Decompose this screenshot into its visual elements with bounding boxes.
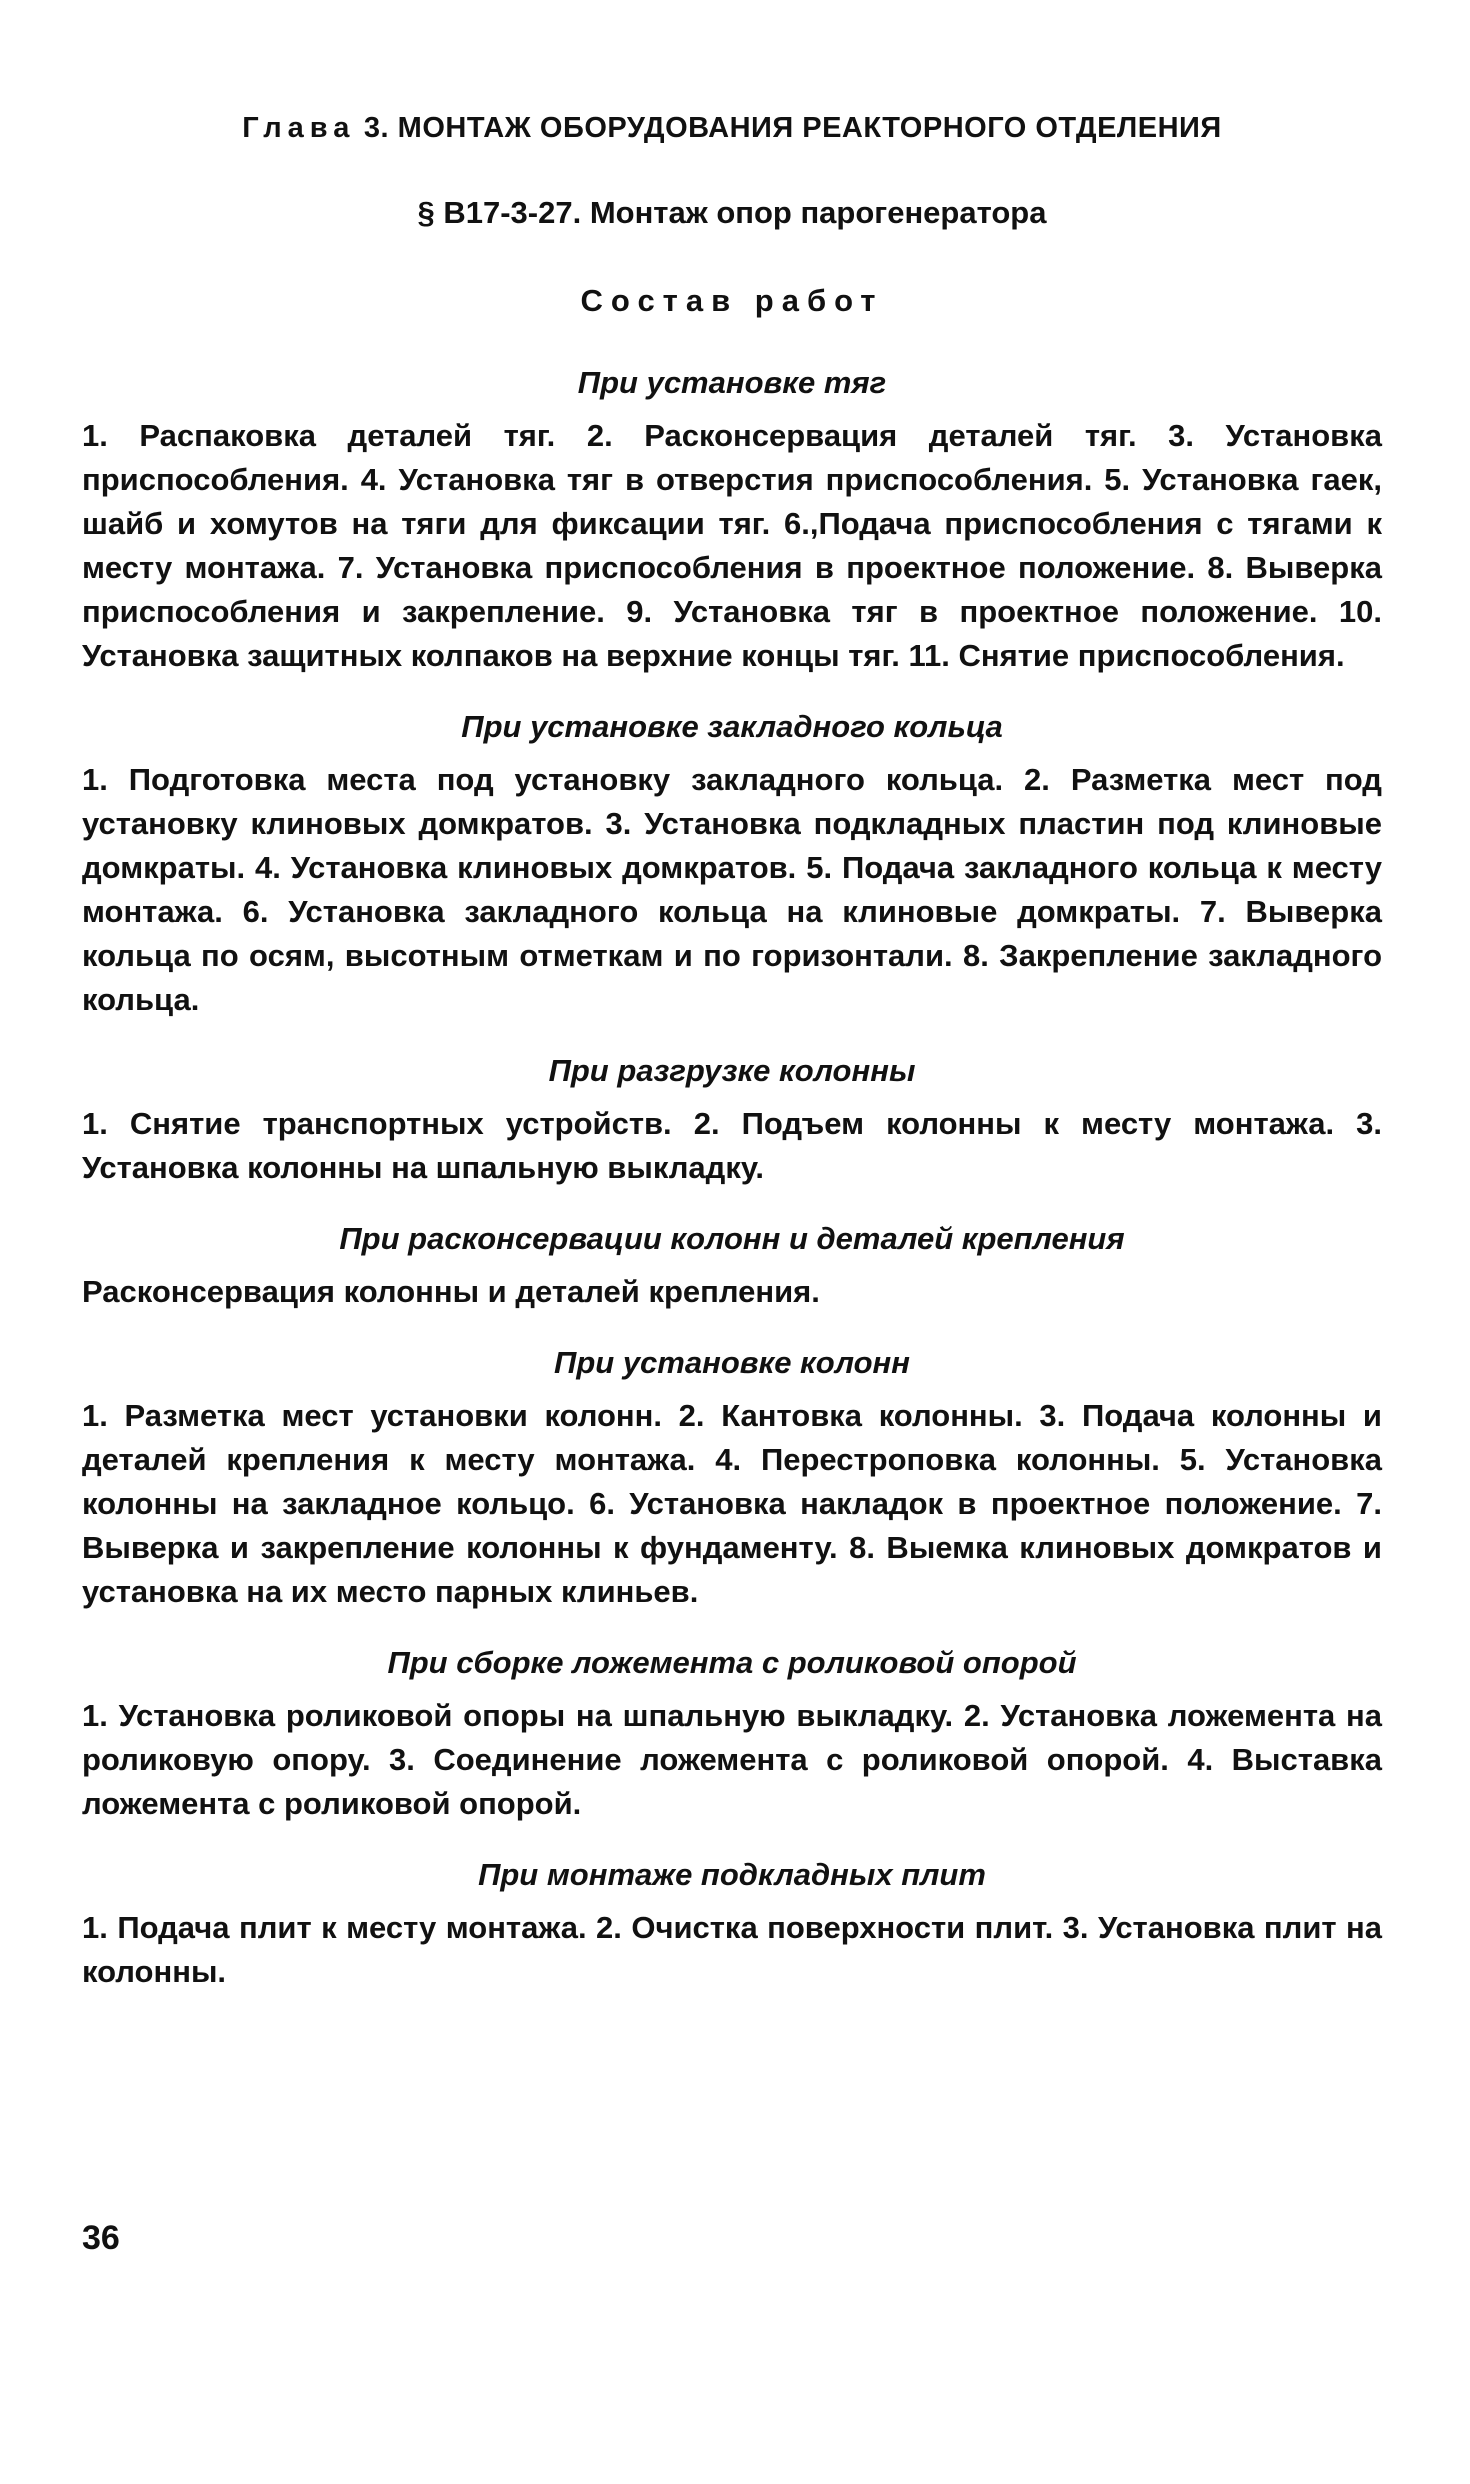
subsection-cradle-assembly bbox=[82, 1642, 1382, 1826]
subsection-heading: При установке колонн bbox=[554, 1345, 910, 1380]
subsection-column-unloading bbox=[82, 1050, 1382, 1190]
composition-title: Состав работ bbox=[580, 283, 884, 318]
subsection-base-plates bbox=[82, 1854, 1382, 1994]
chapter-name: 3. МОНТАЖ ОБОРУДОВАНИЯ РЕАКТОРНОГО ОТДЕЛЕНИЯ bbox=[363, 112, 1222, 144]
subsection-text: Расконсервация колонны и деталей крепления. bbox=[82, 1274, 820, 1309]
subsection-text: 1. Подача плит к месту монтажа. 2. Очистка поверхности плит. 3. Установка плит на колонны. bbox=[82, 1910, 1382, 1989]
subsection-heading: При установке тяг bbox=[577, 365, 887, 400]
subsection-heading: При разгрузке колонны bbox=[548, 1053, 916, 1088]
subsection-embedded-ring bbox=[82, 706, 1382, 1022]
subsection-depreservation bbox=[82, 1218, 1382, 1314]
subsection-heading: При монтаже подкладных плит bbox=[478, 1857, 986, 1892]
document-page bbox=[82, 108, 1382, 1994]
subsection-text: 1. Подготовка места под установку закладного кольца. 2. Разметка мест под установку клиновых домкратов. 3. Установка подкладных пластин под клиновые домкраты. 4. Установка клиновых домкратов. 5. Подача закладного кольца к месту монтажа. 6. Установка закладного кольца на клиновые домкраты. 7. Выверка кольца по осям, высотным отметкам и по горизонтали. 8. Закрепление закладного кольца. bbox=[82, 762, 1382, 1017]
chapter-label: Глава bbox=[242, 112, 356, 144]
subsection-text: 1. Установка роликовой опоры на шпальную выкладку. 2. Установка ложемента на роликовую опору. 3. Соединение ложемента с роликовой опорой. 4. Выставка ложемента с роликовой опорой. bbox=[82, 1698, 1382, 1821]
section-title: § В17-3-27. Монтаж опор парогенератора bbox=[417, 195, 1047, 230]
subsection-text: 1. Распаковка деталей тяг. 2. Расконсервация деталей тяг. 3. Установка приспособления. 4. Установка тяг в отверстия приспособления. 5. Установка гаек, шайб и хомутов на тяги для фиксации тяг. 6.,Подача приспособления с тягами к месту монтажа. 7. Установка приспособления в проектное положение. 8. Выверка приспособления и закрепление. 9. Установка тяг в проектное положение. 10. Установка защитных колпаков на верхние концы тяг. 11. Снятие приспособления. bbox=[82, 418, 1382, 673]
subsection-text: 1. Разметка мест установки колонн. 2. Кантовка колонны. 3. Подача колонны и деталей крепления к месту монтажа. 4. Перестроповка колонны. 5. Установка колонны на закладное кольцо. 6. Установка накладок в проектное положение. 7. Выверка и закрепление колонны к фундаменту. 8. Выемка клиновых домкратов и установка на их место парных клиньев. bbox=[82, 1398, 1382, 1609]
subsection-tie-rods bbox=[82, 362, 1382, 678]
page-number: 36 bbox=[82, 2219, 120, 2257]
subsection-heading: При сборке ложемента с роликовой опорой bbox=[387, 1645, 1077, 1680]
subsection-heading: При установке закладного кольца bbox=[461, 709, 1003, 744]
subsection-heading: При расконсервации колонн и деталей крепления bbox=[339, 1221, 1125, 1256]
chapter-title bbox=[82, 108, 1382, 148]
subsection-column-installation bbox=[82, 1342, 1382, 1614]
subsection-text: 1. Снятие транспортных устройств. 2. Подъем колонны к месту монтажа. 3. Установка колонны на шпальную выкладку. bbox=[82, 1106, 1382, 1185]
